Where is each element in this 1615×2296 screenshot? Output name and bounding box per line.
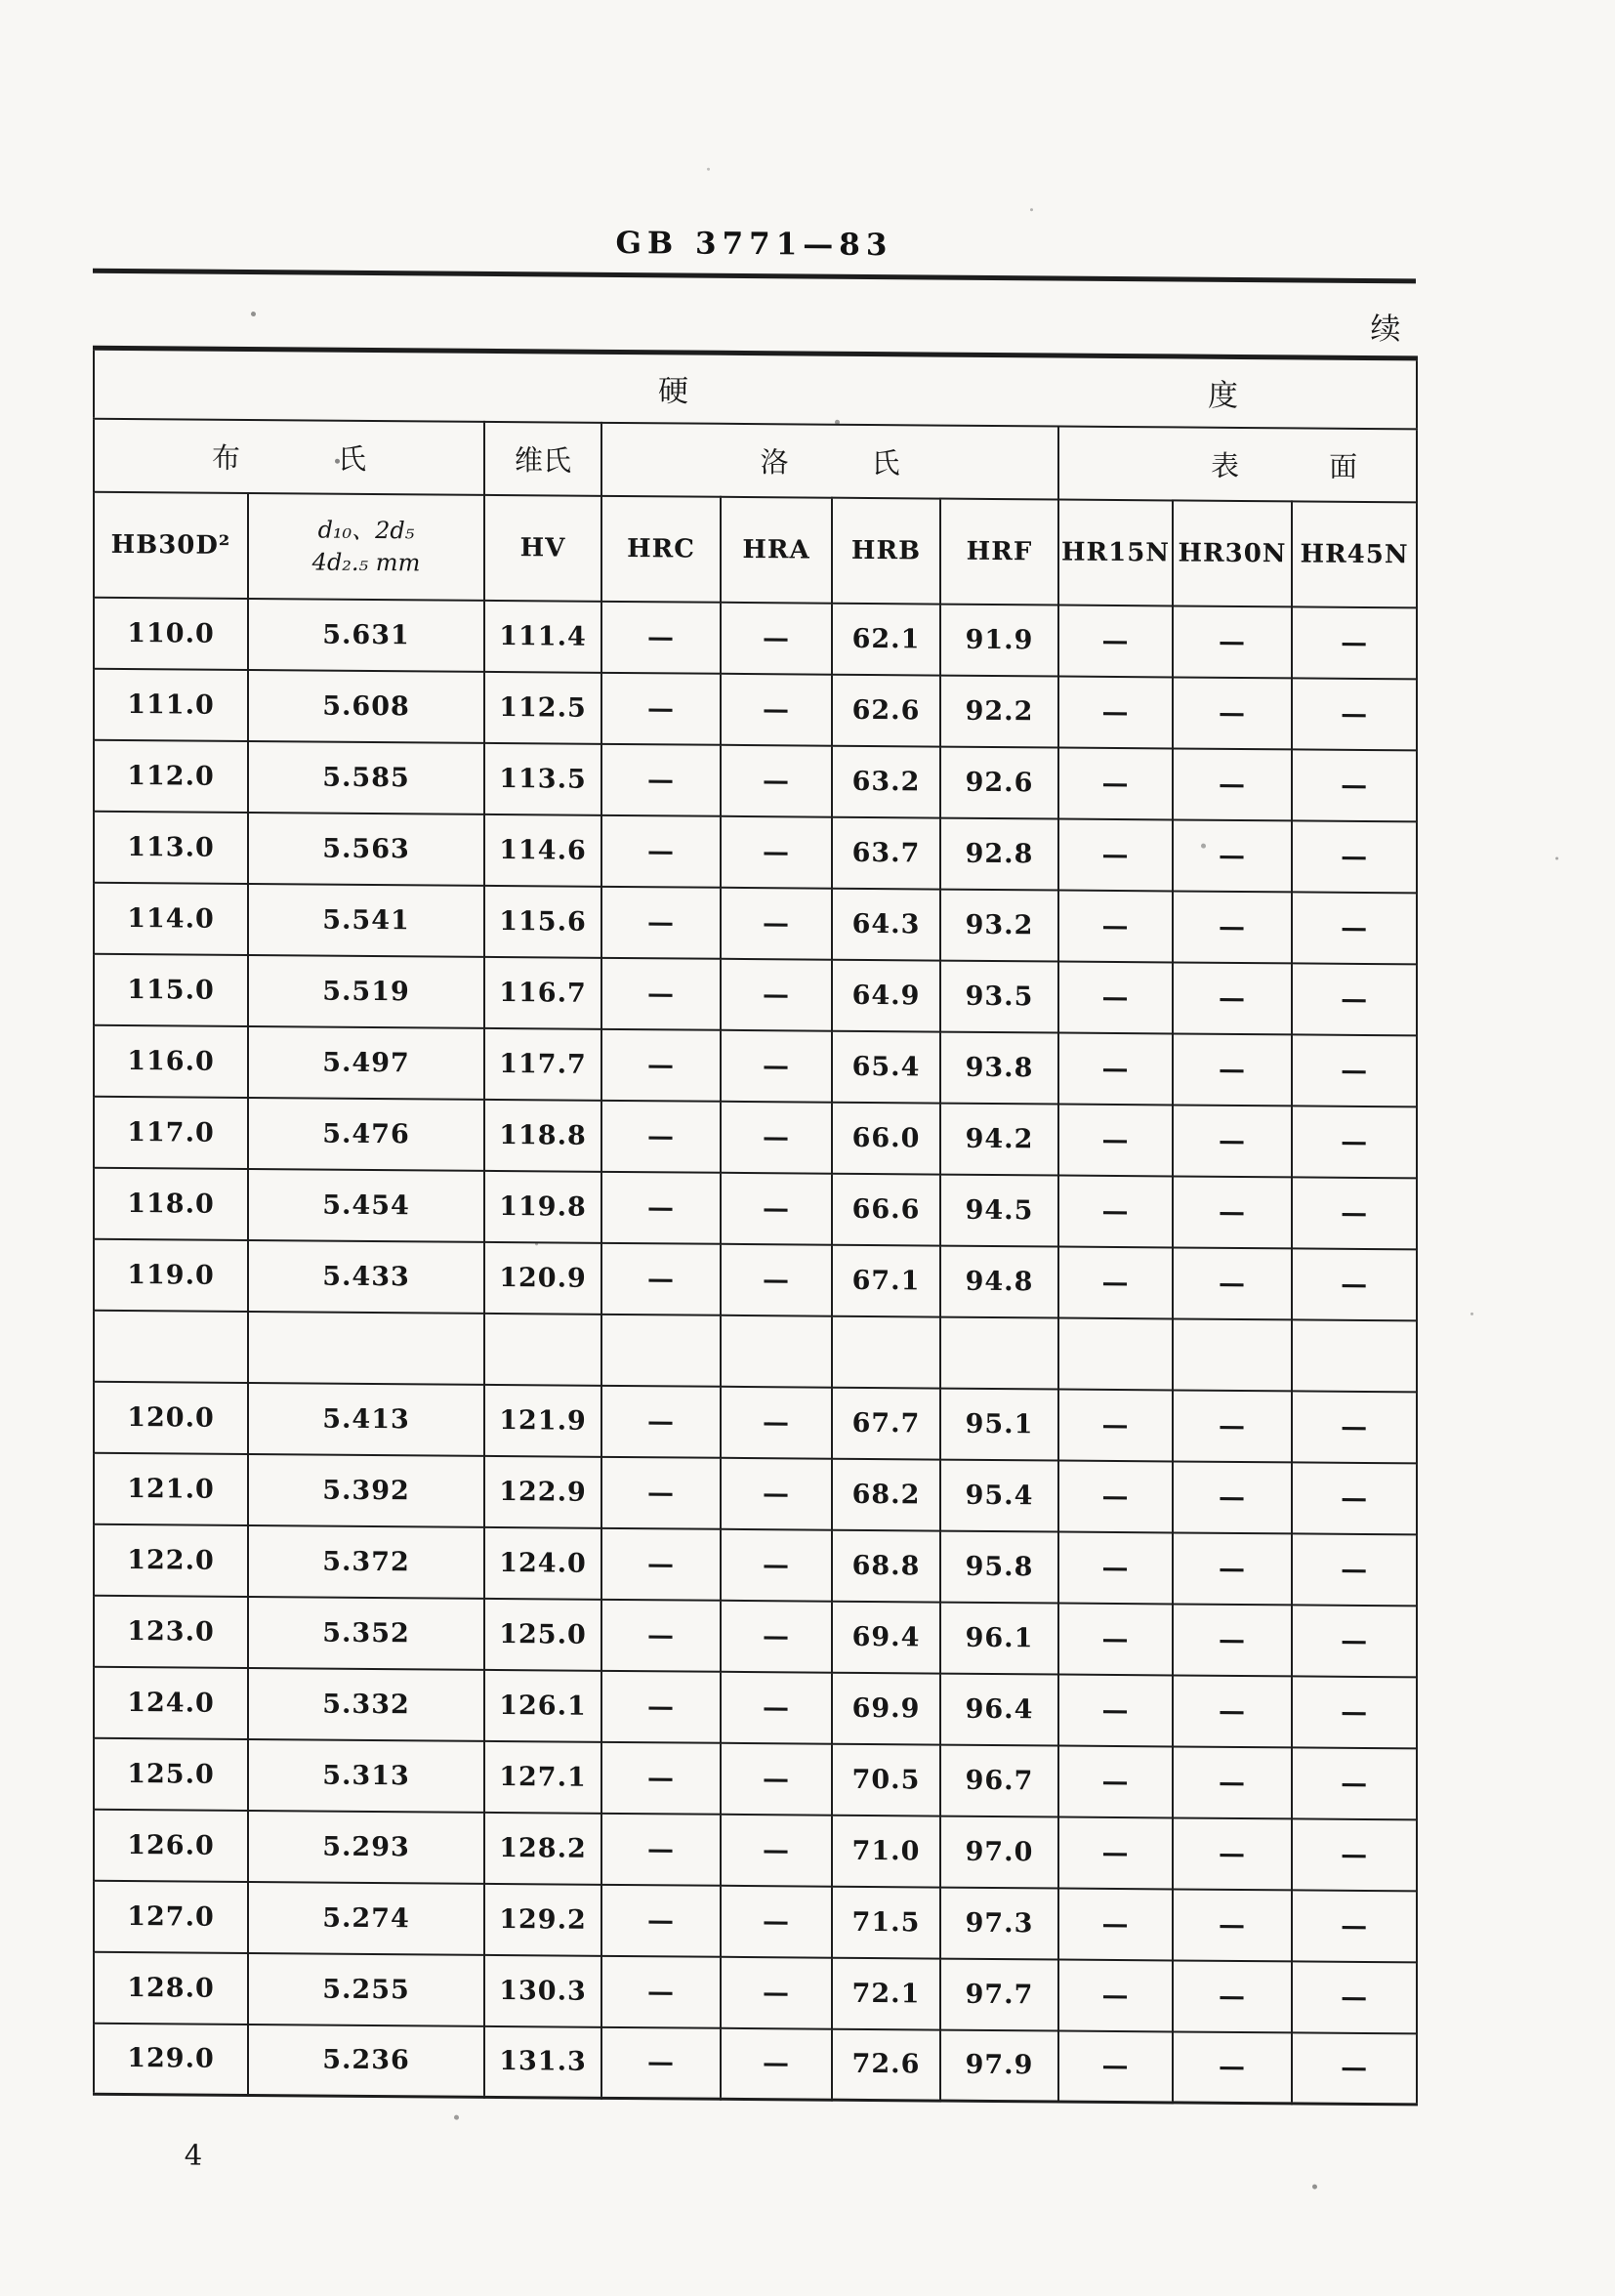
- table-cell: —: [1292, 1034, 1417, 1106]
- table-cell: 119.8: [484, 1170, 601, 1242]
- table-cell: 5.454: [248, 1168, 484, 1241]
- hardness-title-cell: [94, 348, 1417, 429]
- table-cell: —: [601, 1670, 721, 1742]
- table-cell: —: [1058, 818, 1173, 891]
- table-cell: —: [1058, 747, 1173, 819]
- table-cell: 63.2: [832, 745, 940, 817]
- table-cell: 70.5: [832, 1743, 940, 1816]
- table-cell: —: [601, 1171, 721, 1243]
- group-superficial-char2: 面: [1329, 449, 1358, 483]
- table-cell: —: [1173, 819, 1292, 892]
- table-cell: —: [1173, 1817, 1292, 1890]
- table-cell: —: [601, 1385, 721, 1457]
- table-cell: 116.0: [94, 1024, 248, 1097]
- table-cell: —: [1173, 962, 1292, 1034]
- column-header-d: [248, 492, 484, 600]
- table-cell: 5.585: [248, 740, 484, 814]
- table-cell: —: [1292, 820, 1417, 893]
- table-row: [94, 597, 1417, 679]
- table-cell: —: [1173, 1390, 1292, 1462]
- table-cell: 5.433: [248, 1239, 484, 1313]
- table-cell: —: [1292, 2032, 1417, 2105]
- table-cell: —: [1292, 963, 1417, 1035]
- table-cell: 62.1: [832, 603, 940, 675]
- table-row: [94, 1167, 1417, 1249]
- table-cell: 5.352: [248, 1596, 484, 1669]
- table-cell: —: [1173, 605, 1292, 678]
- table-cell: 112.0: [94, 739, 248, 812]
- table-cell: —: [601, 957, 721, 1029]
- top-rule: [93, 269, 1416, 284]
- table-cell: —: [1292, 606, 1417, 679]
- column-header-hrf: HRF: [940, 498, 1058, 605]
- table-cell: [1173, 1318, 1292, 1391]
- table-cell: 114.0: [94, 882, 248, 954]
- table-row: [94, 1595, 1417, 1677]
- table-cell: 111.0: [94, 668, 248, 740]
- table-cell: —: [1292, 892, 1417, 964]
- table-cell: 112.5: [484, 671, 601, 743]
- table-cell: 93.2: [940, 889, 1058, 961]
- table-cell: —: [1173, 891, 1292, 963]
- table-cell: 96.1: [940, 1602, 1058, 1674]
- group-rockwell: [601, 422, 1058, 499]
- table-cell: 118.0: [94, 1167, 248, 1239]
- table-cell: —: [1173, 1176, 1292, 1248]
- table-cell: 114.6: [484, 814, 601, 886]
- table-cell: —: [721, 1243, 832, 1315]
- table-cell: 65.4: [832, 1030, 940, 1103]
- group-vickers-label: 维氏: [514, 442, 571, 478]
- table-cell: 128.0: [94, 1951, 248, 2024]
- table-cell: 5.563: [248, 812, 484, 885]
- table-cell: —: [1292, 1106, 1417, 1178]
- table-cell: [1058, 1317, 1173, 1390]
- table-cell: 130.3: [484, 1954, 601, 2026]
- table-cell: 97.3: [940, 1887, 1058, 1959]
- table-cell: —: [601, 1599, 721, 1671]
- table-cell: 97.9: [940, 2029, 1058, 2102]
- table-cell: —: [1292, 1391, 1417, 1463]
- table-cell: 128.2: [484, 1812, 601, 1884]
- table-cell: 5.372: [248, 1524, 484, 1598]
- table-cell: —: [601, 743, 721, 815]
- table-row: [94, 1880, 1417, 1962]
- table-cell: [721, 1315, 832, 1387]
- group-superficial: [1058, 426, 1417, 502]
- table-cell: —: [721, 1457, 832, 1529]
- table-cell: —: [1173, 748, 1292, 820]
- table-cell: 5.332: [248, 1667, 484, 1740]
- table-cell: —: [601, 1884, 721, 1956]
- table-row: [94, 1666, 1417, 1748]
- table-cell: 125.0: [94, 1737, 248, 1810]
- column-header-hr30n: HR30N: [1173, 500, 1292, 606]
- table-cell: —: [1173, 677, 1292, 749]
- table-cell: 69.4: [832, 1601, 940, 1673]
- table-cell: 120.9: [484, 1241, 601, 1314]
- table-row: [94, 953, 1417, 1035]
- table-cell: 122.0: [94, 1524, 248, 1596]
- table-row: [94, 2023, 1417, 2105]
- table-cell: —: [1292, 1961, 1417, 2033]
- column-header-hrc: HRC: [601, 495, 721, 602]
- table-cell: —: [1292, 1177, 1417, 1249]
- table-cell: 69.9: [832, 1672, 940, 1744]
- table-cell: —: [721, 1528, 832, 1601]
- table-row-empty: [94, 1310, 1417, 1392]
- column-header-hrb: HRB: [832, 497, 940, 604]
- table-cell: —: [1292, 749, 1417, 821]
- table-cell: 121.0: [94, 1452, 248, 1524]
- table-cell: —: [1058, 1959, 1173, 2031]
- table-cell: —: [721, 1671, 832, 1743]
- table-cell: 118.8: [484, 1099, 601, 1171]
- table-cell: 122.9: [484, 1455, 601, 1527]
- table-cell: —: [1173, 1105, 1292, 1177]
- table-cell: —: [1058, 676, 1173, 748]
- table-cell: —: [1058, 1246, 1173, 1318]
- table-cell: —: [721, 1956, 832, 2028]
- table-cell: —: [1173, 1675, 1292, 1747]
- table-cell: —: [1058, 1389, 1173, 1461]
- table-cell: 71.0: [832, 1815, 940, 1887]
- hardness-char-right: 度: [1208, 378, 1238, 414]
- table-cell: —: [1058, 1674, 1173, 1746]
- table-cell: 97.7: [940, 1958, 1058, 2030]
- table-cell: 115.0: [94, 953, 248, 1025]
- hardness-char-left: 硬: [658, 374, 688, 410]
- table-cell: —: [1292, 1605, 1417, 1677]
- table-cell: —: [721, 1600, 832, 1672]
- table-cell: 121.9: [484, 1384, 601, 1456]
- table-cell: —: [1173, 1247, 1292, 1319]
- table-cell: —: [1173, 1746, 1292, 1818]
- table-cell: 96.7: [940, 1744, 1058, 1816]
- table-cell: —: [1292, 1747, 1417, 1819]
- table-cell: [1292, 1319, 1417, 1392]
- table-cell: 5.274: [248, 1881, 484, 1954]
- group-rockwell-char1: 洛: [760, 444, 789, 479]
- table-cell: —: [1292, 678, 1417, 750]
- table-cell: —: [1292, 1818, 1417, 1891]
- table-row: [94, 1096, 1417, 1178]
- table-cell: 5.236: [248, 2024, 484, 2097]
- table-cell: 68.2: [832, 1458, 940, 1530]
- table-cell: 124.0: [94, 1666, 248, 1738]
- table-row: [94, 882, 1417, 964]
- table-cell: 131.3: [484, 2025, 601, 2098]
- table-cell: 91.9: [940, 604, 1058, 676]
- table-cell: —: [721, 1386, 832, 1458]
- table-cell: 95.8: [940, 1530, 1058, 1603]
- table-row: [94, 1524, 1417, 1606]
- table-cell: 126.1: [484, 1669, 601, 1741]
- table-cell: 120.0: [94, 1381, 248, 1453]
- table-cell: 5.608: [248, 669, 484, 742]
- table-cell: 72.1: [832, 1957, 940, 2029]
- table-cell: —: [601, 814, 721, 887]
- table-cell: —: [1173, 1604, 1292, 1676]
- table-cell: 124.0: [484, 1526, 601, 1599]
- table-cell: 64.3: [832, 888, 940, 960]
- table-cell: 5.476: [248, 1097, 484, 1170]
- table-cell: 92.2: [940, 675, 1058, 747]
- table-cell: 117.7: [484, 1027, 601, 1100]
- table-cell: —: [721, 673, 832, 745]
- table-cell: —: [601, 672, 721, 744]
- table-cell: —: [1058, 1032, 1173, 1105]
- group-superficial-char1: 表: [1211, 448, 1240, 482]
- table-cell: —: [1173, 1889, 1292, 1961]
- continued-label: 续: [1370, 312, 1401, 348]
- table-cell: —: [601, 1527, 721, 1600]
- table-cell: [94, 1310, 248, 1382]
- column-header-hv: HV: [484, 494, 601, 601]
- table-cell: —: [1058, 1460, 1173, 1532]
- column-header-hr45n: HR45N: [1292, 501, 1417, 607]
- table-cell: —: [1058, 961, 1173, 1033]
- table-cell: —: [1058, 1888, 1173, 1960]
- table-cell: [940, 1316, 1058, 1389]
- table-cell: 123.0: [94, 1595, 248, 1667]
- table-row: [94, 668, 1417, 750]
- table-cell: 63.7: [832, 816, 940, 889]
- table-cell: —: [721, 815, 832, 888]
- table-cell: [248, 1311, 484, 1384]
- table-cell: 95.4: [940, 1459, 1058, 1531]
- table-row: [94, 1024, 1417, 1106]
- table-cell: —: [1292, 1462, 1417, 1534]
- table-cell: —: [1058, 1816, 1173, 1889]
- table-cell: —: [601, 1456, 721, 1528]
- table-cell: 67.7: [832, 1387, 940, 1459]
- table-cell: —: [601, 886, 721, 958]
- table-cell: —: [1058, 1175, 1173, 1247]
- table-cell: —: [721, 887, 832, 959]
- table-cell: 96.4: [940, 1673, 1058, 1745]
- table-cell: —: [721, 958, 832, 1030]
- table-cell: —: [601, 1242, 721, 1315]
- table-cell: 5.313: [248, 1738, 484, 1812]
- table-cell: 129.2: [484, 1883, 601, 1955]
- table-cell: 68.8: [832, 1529, 940, 1602]
- table-row: [94, 1809, 1417, 1891]
- table-cell: —: [721, 2027, 832, 2100]
- table-row: [94, 811, 1417, 893]
- table-cell: —: [721, 1814, 832, 1886]
- table-cell: 92.8: [940, 817, 1058, 890]
- table-cell: [484, 1313, 601, 1385]
- table-cell: —: [1058, 1104, 1173, 1176]
- table-cell: 72.6: [832, 2028, 940, 2101]
- table-row: [94, 739, 1417, 821]
- table-cell: 94.5: [940, 1174, 1058, 1246]
- table-cell: 5.631: [248, 598, 484, 671]
- table-cell: —: [1058, 1745, 1173, 1817]
- table-cell: 126.0: [94, 1809, 248, 1881]
- column-header-d-line2: 4d₂.₅ mm: [311, 548, 421, 576]
- table-cell: 66.6: [832, 1173, 940, 1245]
- table-cell: 111.4: [484, 600, 601, 672]
- table-cell: 129.0: [94, 2023, 248, 2095]
- table-cell: 110.0: [94, 597, 248, 669]
- scan-speckle: [0, 0, 3, 3]
- table-cell: 113.0: [94, 811, 248, 883]
- table-row: [94, 1238, 1417, 1320]
- group-header-row: [94, 418, 1417, 502]
- doc-code: GB 3771—83: [615, 225, 893, 264]
- table-row: [94, 1951, 1417, 2033]
- table-cell: 5.413: [248, 1382, 484, 1455]
- table-cell: —: [1173, 1532, 1292, 1605]
- table-cell: 71.5: [832, 1886, 940, 1958]
- table-cell: 92.6: [940, 746, 1058, 818]
- table-cell: 5.497: [248, 1025, 484, 1099]
- table-cell: —: [1173, 2031, 1292, 2104]
- column-header-hb30d2: HB30D²: [94, 491, 248, 598]
- table-cell: —: [601, 1100, 721, 1172]
- table-cell: 5.541: [248, 883, 484, 956]
- table-cell: —: [601, 1028, 721, 1101]
- table-cell: —: [721, 602, 832, 674]
- table-cell: —: [721, 744, 832, 816]
- table-row: [94, 1737, 1417, 1819]
- table-title-row: [94, 348, 1417, 429]
- table-cell: —: [601, 1813, 721, 1885]
- table-cell: 127.1: [484, 1740, 601, 1813]
- hardness-conversion-table: [93, 346, 1418, 2107]
- table-cell: 127.0: [94, 1880, 248, 1952]
- table-cell: 66.0: [832, 1102, 940, 1174]
- table-cell: 97.0: [940, 1816, 1058, 1888]
- table-cell: —: [721, 1172, 832, 1244]
- table-row: [94, 1381, 1417, 1463]
- table-cell: 5.519: [248, 954, 484, 1027]
- table-cell: —: [1058, 1531, 1173, 1604]
- table-cell: [832, 1315, 940, 1388]
- table-cell: —: [1058, 1603, 1173, 1675]
- column-header-hra: HRA: [721, 496, 832, 603]
- table-cell: 94.2: [940, 1103, 1058, 1175]
- table-row: [94, 1452, 1417, 1534]
- table-cell: —: [721, 1029, 832, 1102]
- table-cell: 94.8: [940, 1245, 1058, 1317]
- group-vickers: [484, 421, 601, 495]
- table-cell: —: [1173, 1461, 1292, 1533]
- table-cell: —: [601, 1741, 721, 1814]
- table-cell: —: [1292, 1890, 1417, 1962]
- group-brinell-char1: 布: [211, 440, 240, 475]
- table-cell: 5.293: [248, 1810, 484, 1883]
- group-brinell: [94, 418, 484, 494]
- group-rockwell-char2: 氏: [871, 445, 900, 480]
- table-cell: 5.255: [248, 1952, 484, 2025]
- table-cell: 115.6: [484, 885, 601, 957]
- table-cell: —: [721, 1101, 832, 1173]
- table-cell: 5.392: [248, 1453, 484, 1526]
- table-cell: —: [601, 1955, 721, 2027]
- table-cell: —: [721, 1885, 832, 1957]
- table-cell: —: [601, 2026, 721, 2099]
- table-cell: 113.5: [484, 742, 601, 814]
- table-cell: 95.1: [940, 1388, 1058, 1460]
- table-cell: 93.8: [940, 1031, 1058, 1104]
- table-cell: [601, 1314, 721, 1386]
- column-header-row: [94, 491, 1417, 607]
- table-cell: 116.7: [484, 956, 601, 1028]
- table-cell: —: [1292, 1676, 1417, 1748]
- table-cell: 64.9: [832, 959, 940, 1031]
- table-cell: 67.1: [832, 1244, 940, 1316]
- table-cell: 93.5: [940, 960, 1058, 1032]
- table-cell: —: [1058, 605, 1173, 677]
- column-header-d-line1: d₁₀、2d₅: [317, 516, 415, 545]
- table-cell: 62.6: [832, 674, 940, 746]
- table-cell: —: [1058, 2030, 1173, 2103]
- table-cell: —: [601, 601, 721, 673]
- table-cell: —: [721, 1742, 832, 1815]
- table-cell: —: [1173, 1033, 1292, 1106]
- column-header-hr15n: HR15N: [1058, 499, 1173, 605]
- table-cell: —: [1292, 1248, 1417, 1320]
- table-cell: —: [1292, 1533, 1417, 1606]
- table-cell: —: [1173, 1960, 1292, 2032]
- table-cell: 117.0: [94, 1096, 248, 1168]
- table-cell: —: [1058, 890, 1173, 962]
- page-number: 4: [184, 2138, 203, 2172]
- table-cell: 119.0: [94, 1238, 248, 1311]
- table-cell: 125.0: [484, 1598, 601, 1670]
- group-brinell-char2: 氏: [338, 441, 367, 476]
